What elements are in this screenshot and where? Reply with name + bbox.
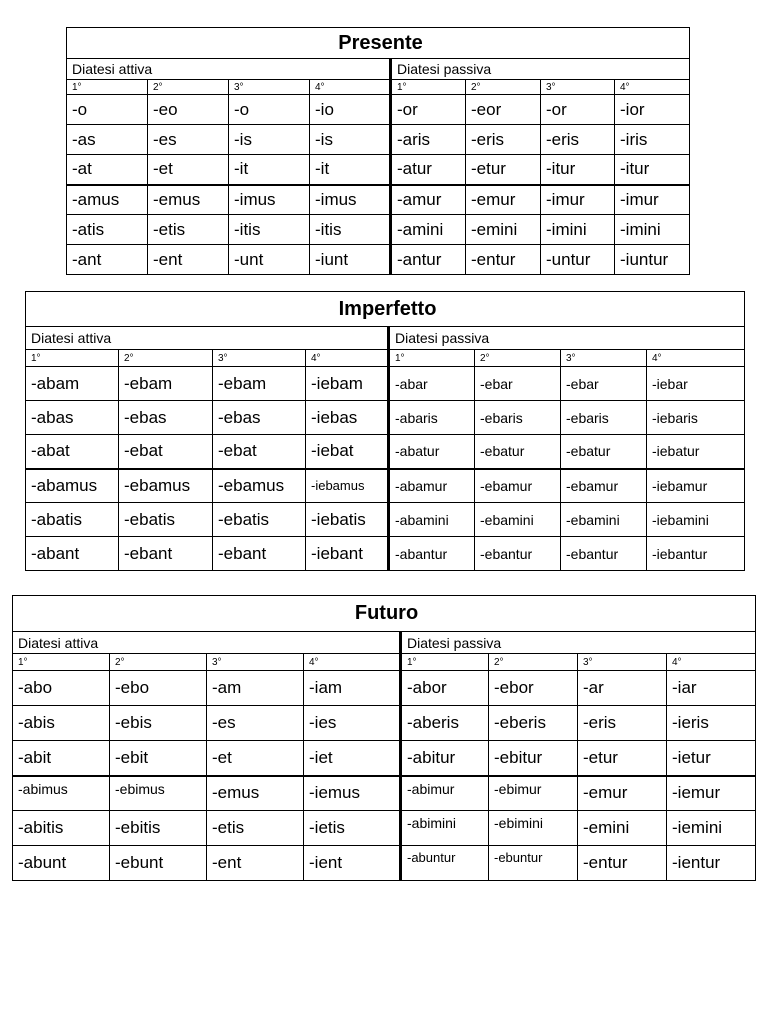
ending-cell: -ietur [667, 741, 756, 776]
ending-cell: -aris [391, 125, 466, 155]
ending-cell: -eo [148, 95, 229, 125]
ending-cell: -iebantur [647, 537, 745, 571]
ending-cell: -iebatur [647, 435, 745, 469]
ending-cell: -abamur [389, 469, 475, 503]
imperfetto-row-2sg [26, 401, 745, 435]
ending-cell: -ebor [489, 671, 578, 706]
ending-cell: -iunt [310, 245, 391, 275]
ending-cell: -abantur [389, 537, 475, 571]
presente-attiva-conj-2: 2° [148, 80, 229, 95]
ending-cell: -iebamini [647, 503, 745, 537]
ending-cell: -abimur [401, 776, 489, 811]
ending-cell: -abar [389, 367, 475, 401]
ending-cell: -iebamur [647, 469, 745, 503]
ending-cell: -ebunt [110, 846, 207, 881]
ending-cell: -ebatur [561, 435, 647, 469]
presente-row-2sg [67, 125, 690, 155]
ending-cell: -amus [67, 185, 148, 215]
ending-cell: -am [207, 671, 304, 706]
ending-cell: -emus [148, 185, 229, 215]
ending-cell: -ebas [119, 401, 213, 435]
ending-cell: -abitis [13, 811, 110, 846]
ending-cell: -itur [615, 155, 690, 185]
presente-row-1pl [67, 185, 690, 215]
futuro-attiva-label: Diatesi attiva [13, 632, 401, 654]
ending-cell: -ebant [213, 537, 306, 571]
ending-cell: -abimus [13, 776, 110, 811]
ending-cell: -is [310, 125, 391, 155]
ending-cell: -itur [541, 155, 615, 185]
ending-cell: -ebo [110, 671, 207, 706]
ending-cell: -emur [578, 776, 667, 811]
ending-cell: -is [229, 125, 310, 155]
ending-cell: -ientur [667, 846, 756, 881]
ending-cell: -atis [67, 215, 148, 245]
ending-cell: -ebar [475, 367, 561, 401]
imperfetto-passiva-conj-2: 2° [475, 350, 561, 367]
ending-cell: -eberis [489, 706, 578, 741]
imperfetto-row-1pl [26, 469, 745, 503]
presente-passiva-conj-4: 4° [615, 80, 690, 95]
ending-cell: -es [207, 706, 304, 741]
ending-cell: -ebitur [489, 741, 578, 776]
ending-cell: -itis [229, 215, 310, 245]
ending-cell: -abo [13, 671, 110, 706]
ending-cell: -iebar [647, 367, 745, 401]
ending-cell: -ebamur [475, 469, 561, 503]
ending-cell: -iebatis [306, 503, 389, 537]
ending-cell: -as [67, 125, 148, 155]
futuro-row-3pl [13, 846, 756, 881]
ending-cell: -etis [148, 215, 229, 245]
ending-cell: -imus [310, 185, 391, 215]
futuro-passiva-label: Diatesi passiva [401, 632, 756, 654]
ending-cell: -imus [229, 185, 310, 215]
ending-cell: -ebar [561, 367, 647, 401]
ending-cell: -emus [207, 776, 304, 811]
imperfetto-attiva-conj-4: 4° [306, 350, 389, 367]
ending-cell: -et [207, 741, 304, 776]
ending-cell: -iet [304, 741, 401, 776]
ending-cell: -iar [667, 671, 756, 706]
futuro-passiva-conj-3: 3° [578, 654, 667, 671]
ending-cell: -iebaris [647, 401, 745, 435]
presente-attiva-conj-1: 1° [67, 80, 148, 95]
ending-cell: -ebamur [561, 469, 647, 503]
imperfetto-passiva-conj-1: 1° [389, 350, 475, 367]
imperfetto-passiva-conj-4: 4° [647, 350, 745, 367]
ending-cell: -abam [26, 367, 119, 401]
ending-cell: -ebaris [475, 401, 561, 435]
ending-cell: -ebamus [119, 469, 213, 503]
ending-cell: -ebas [213, 401, 306, 435]
presente-row-3pl [67, 245, 690, 275]
imperfetto-attiva-conj-1: 1° [26, 350, 119, 367]
ending-cell: -ebimini [489, 811, 578, 846]
ending-cell: -emini [466, 215, 541, 245]
futuro-passiva-conj-4: 4° [667, 654, 756, 671]
ending-cell: -etis [207, 811, 304, 846]
presente-passiva-conj-3: 3° [541, 80, 615, 95]
ending-cell: -ies [304, 706, 401, 741]
imperfetto-row-2pl [26, 503, 745, 537]
ending-cell: -ient [304, 846, 401, 881]
ending-cell: -abaris [389, 401, 475, 435]
ending-cell: -ebit [110, 741, 207, 776]
ending-cell: -io [310, 95, 391, 125]
ending-cell: -iam [304, 671, 401, 706]
ending-cell: -ebam [119, 367, 213, 401]
ending-cell: -or [541, 95, 615, 125]
ending-cell: -iebas [306, 401, 389, 435]
ending-cell: -abis [13, 706, 110, 741]
ending-cell: -ietis [304, 811, 401, 846]
futuro-passiva-conj-2: 2° [489, 654, 578, 671]
imperfetto-title: Imperfetto [26, 292, 745, 327]
futuro-table [12, 595, 756, 881]
ending-cell: -imini [541, 215, 615, 245]
ending-cell: -ar [578, 671, 667, 706]
ending-cell: -es [148, 125, 229, 155]
ending-cell: -abitur [401, 741, 489, 776]
imperfetto-attiva-conj-3: 3° [213, 350, 306, 367]
ending-cell: -iemur [667, 776, 756, 811]
presente-attiva-conj-4: 4° [310, 80, 391, 95]
ending-cell: -it [310, 155, 391, 185]
ending-cell: -abas [26, 401, 119, 435]
presente-attiva-conj-3: 3° [229, 80, 310, 95]
presente-row-3sg [67, 155, 690, 185]
ending-cell: -ebis [110, 706, 207, 741]
ending-cell: -abatur [389, 435, 475, 469]
imperfetto-row-3pl [26, 537, 745, 571]
ending-cell: -emini [578, 811, 667, 846]
ending-cell: -ieris [667, 706, 756, 741]
ending-cell: -ior [615, 95, 690, 125]
imperfetto-passiva-conj-3: 3° [561, 350, 647, 367]
ending-cell: -ebatur [475, 435, 561, 469]
futuro-row-1sg [13, 671, 756, 706]
ending-cell: -or [391, 95, 466, 125]
futuro-attiva-conj-4: 4° [304, 654, 401, 671]
ending-cell: -abor [401, 671, 489, 706]
ending-cell: -et [148, 155, 229, 185]
ending-cell: -iemus [304, 776, 401, 811]
ending-cell: -ebat [213, 435, 306, 469]
futuro-attiva-conj-2: 2° [110, 654, 207, 671]
ending-cell: -ant [67, 245, 148, 275]
ending-cell: -o [67, 95, 148, 125]
ending-cell: -aberis [401, 706, 489, 741]
futuro-row-3sg [13, 741, 756, 776]
futuro-row-2pl [13, 811, 756, 846]
ending-cell: -iebat [306, 435, 389, 469]
ending-cell: -abuntur [401, 846, 489, 881]
ending-cell: -ebantur [561, 537, 647, 571]
presente-title: Presente [67, 28, 690, 59]
ending-cell: -amur [391, 185, 466, 215]
ending-cell: -imini [615, 215, 690, 245]
ending-cell: -abunt [13, 846, 110, 881]
ending-cell: -itis [310, 215, 391, 245]
imperfetto-attiva-conj-2: 2° [119, 350, 213, 367]
presente-passiva-conj-2: 2° [466, 80, 541, 95]
futuro-row-1pl [13, 776, 756, 811]
presente-row-1sg [67, 95, 690, 125]
ending-cell: -etur [466, 155, 541, 185]
ending-cell: -iris [615, 125, 690, 155]
ending-cell: -amini [391, 215, 466, 245]
futuro-passiva-conj-1: 1° [401, 654, 489, 671]
futuro-attiva-conj-1: 1° [13, 654, 110, 671]
imperfetto-row-3sg [26, 435, 745, 469]
ending-cell: -ent [207, 846, 304, 881]
futuro-title: Futuro [13, 596, 756, 632]
ending-cell: -abamini [389, 503, 475, 537]
imperfetto-passiva-label: Diatesi passiva [389, 327, 745, 350]
ending-cell: -iuntur [615, 245, 690, 275]
ending-cell: -it [229, 155, 310, 185]
ending-cell: -ebamini [475, 503, 561, 537]
ending-cell: -imur [541, 185, 615, 215]
ending-cell: -abimini [401, 811, 489, 846]
ending-cell: -eris [466, 125, 541, 155]
ending-cell: -ebam [213, 367, 306, 401]
ending-cell: -iebam [306, 367, 389, 401]
imperfetto-row-1sg [26, 367, 745, 401]
ending-cell: -ebat [119, 435, 213, 469]
ending-cell: -ebantur [475, 537, 561, 571]
presente-attiva-label: Diatesi attiva [67, 59, 391, 80]
imperfetto-attiva-label: Diatesi attiva [26, 327, 389, 350]
ending-cell: -untur [541, 245, 615, 275]
ending-cell: -antur [391, 245, 466, 275]
ending-cell: -ebatis [119, 503, 213, 537]
ending-cell: -abant [26, 537, 119, 571]
ending-cell: -atur [391, 155, 466, 185]
presente-passiva-label: Diatesi passiva [391, 59, 690, 80]
ending-cell: -ebaris [561, 401, 647, 435]
ending-cell: -entur [466, 245, 541, 275]
ending-cell: -imur [615, 185, 690, 215]
presente-row-2pl [67, 215, 690, 245]
ending-cell: -ebuntur [489, 846, 578, 881]
presente-passiva-conj-1: 1° [391, 80, 466, 95]
ending-cell: -abamus [26, 469, 119, 503]
ending-cell: -unt [229, 245, 310, 275]
ending-cell: -abatis [26, 503, 119, 537]
ending-cell: -ebatis [213, 503, 306, 537]
ending-cell: -at [67, 155, 148, 185]
ending-cell: -abit [13, 741, 110, 776]
ending-cell: -ebant [119, 537, 213, 571]
imperfetto-table [25, 291, 745, 571]
futuro-attiva-conj-3: 3° [207, 654, 304, 671]
ending-cell: -ebamini [561, 503, 647, 537]
ending-cell: -iebamus [306, 469, 389, 503]
ending-cell: -ebimus [110, 776, 207, 811]
ending-cell: -ebitis [110, 811, 207, 846]
ending-cell: -emur [466, 185, 541, 215]
ending-cell: -eris [541, 125, 615, 155]
presente-table [66, 27, 690, 275]
futuro-row-2sg [13, 706, 756, 741]
ending-cell: -iebant [306, 537, 389, 571]
ending-cell: -iemini [667, 811, 756, 846]
ending-cell: -ent [148, 245, 229, 275]
ending-cell: -abat [26, 435, 119, 469]
ending-cell: -ebimur [489, 776, 578, 811]
ending-cell: -ebamus [213, 469, 306, 503]
ending-cell: -entur [578, 846, 667, 881]
ending-cell: -eris [578, 706, 667, 741]
ending-cell: -o [229, 95, 310, 125]
ending-cell: -eor [466, 95, 541, 125]
ending-cell: -etur [578, 741, 667, 776]
